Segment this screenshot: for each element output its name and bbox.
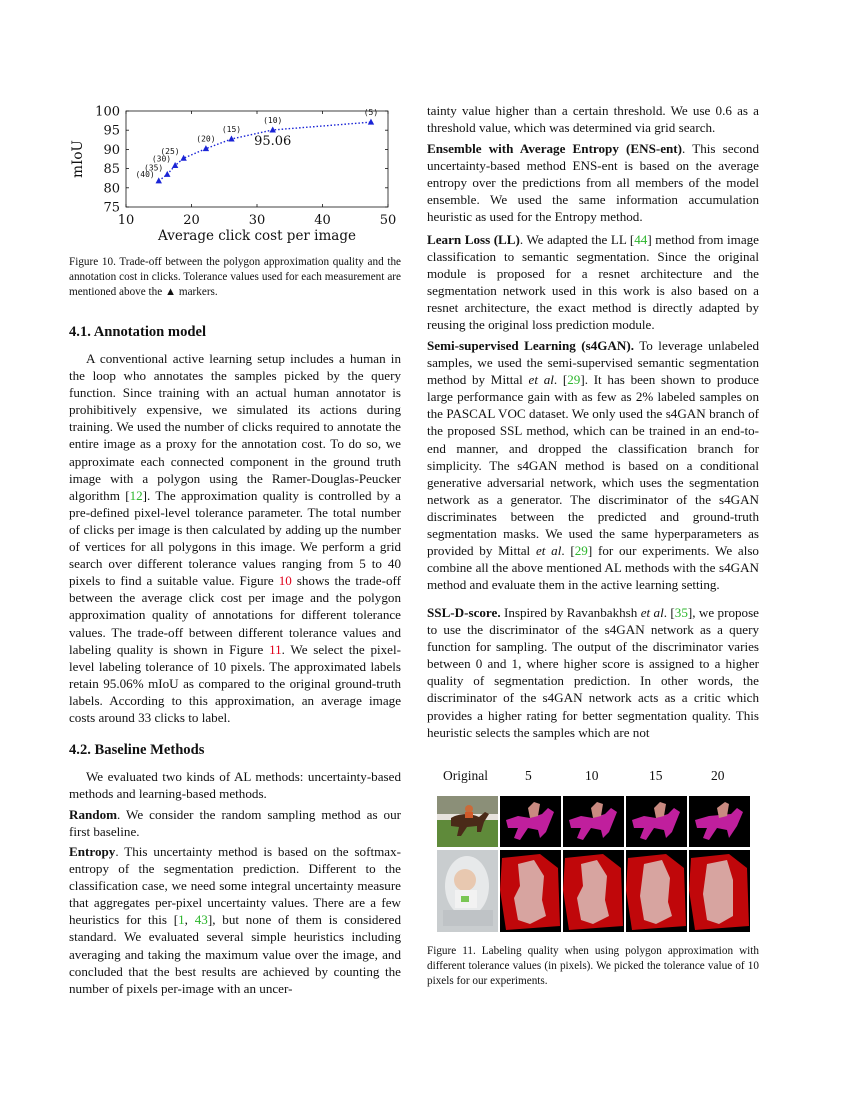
text-span: ], but none of them is considered standard. We evaluated several simple heuristics including averaging and taking the maximum value over the image, and concluded that the best results are achieved by counting the number of pixels per-image with an uncer- <box>69 912 401 996</box>
citation-link[interactable]: 12 <box>129 487 143 503</box>
citation-link[interactable]: 43 <box>194 912 208 928</box>
ens-ent-paragraph <box>427 140 759 225</box>
text-span: . We adapted the LL [ <box>519 232 635 247</box>
horse-photo-graphic <box>437 796 498 847</box>
text-span: shows the trade-off between the average click cost per image and the polygon approximation quality of annotations for different tolerance values. The trade-off between different tolerance values and labeling quality is shown in Figure <box>69 573 401 657</box>
random-paragraph <box>69 806 401 840</box>
figure-ref-link[interactable]: 10 <box>278 573 292 589</box>
y-tick-label: 75 <box>103 200 120 216</box>
citation-link[interactable]: 35 <box>674 605 688 620</box>
tolerance-label: (35) <box>143 163 164 173</box>
text-span: ], we propose to use the discriminator of the s4GAN network as a query function for sampling. The output of the discriminator varies between 0 and 1, where higher score is assigned to a higher quality of segmentation prediction. In other words, the discriminator of the s4GAN network acts as a critic which provides a higher rating for better segmentation quality. This heuristic selects the samples which are not <box>427 605 759 740</box>
baby-mask-graphic <box>626 850 687 932</box>
text-span: . This second uncertainty-based method ENS-ent is based on the average entropy over the predictions from all members of the model ensemble. We used the same information accumulation heuristic as used for the Entropy method. <box>427 141 759 225</box>
ssl-d-score-paragraph <box>427 604 759 741</box>
section-4-1-title: 4.1. Annotation model <box>69 324 207 340</box>
mask-baby-tol-5 <box>500 850 561 932</box>
baseline-intro: We evaluated two kinds of AL methods: uncertainty-based methods and learning-based methods. <box>69 769 401 802</box>
text-span: . We select the pixel-level labeling tolerance of 10 pixels. The approximated labels retain 95.06% mIoU as compared to the original ground-truth labels. According to this approximation, an average image costs around 33 clicks to label. <box>69 641 401 725</box>
data-point-marker <box>156 177 162 183</box>
horse-mask-graphic <box>500 796 561 847</box>
tolerance-label: (15) <box>221 125 242 135</box>
mask-horse-tol-15 <box>626 796 687 847</box>
text-span: ] for our experiments. We also combine all the above mentioned AL methods with the s4GAN method and evaluate them in the active learning setting. <box>427 543 759 593</box>
text-span: et al <box>640 605 664 620</box>
x-tick-label: 30 <box>248 213 266 228</box>
text-span: A conventional active learning setup includes a human in the loop who annotates the samples picked by the query function. Since training with an actual human annotator is prohibitively expensive, we simulated its actions during training. We used the number of clicks required to annotate the entire image as a proxy for the annotation cost. To do so, we approximate each connected component in the ground truth image with a polygon using the Ramer-Douglas-Peucker algorithm [ <box>69 351 401 503</box>
column-header-tol-10: 10 <box>585 768 599 783</box>
tolerance-label: (40) <box>135 169 155 179</box>
baby-mask-graphic <box>563 850 624 932</box>
text-span: . This uncertainty method is based on the softmax-entropy of the segmentation prediction. Different to the classification case, we need some integral uncertainty measure that aggregates per-pixel uncertainty values. There are a few heuristics for this [ <box>69 844 401 928</box>
x-axis-label: Average click cost per image <box>158 228 356 244</box>
text-span: , <box>184 912 195 928</box>
mask-baby-tol-15 <box>626 850 687 932</box>
paragraph-lead: Ensemble with Average Entropy (ENS-ent) <box>427 141 683 156</box>
text-span: et al <box>535 543 562 559</box>
baby-photo-graphic <box>437 850 498 932</box>
section-4-2-title: 4.2. Baseline Methods <box>69 742 205 758</box>
horse-mask-graphic <box>689 796 750 847</box>
text-span: . We consider the random sampling method as our first baseline. <box>69 807 401 840</box>
citation-link[interactable]: 1 <box>178 912 185 928</box>
paragraph-lead: Entropy <box>69 844 116 859</box>
mask-baby-tol-10 <box>563 850 624 932</box>
column-header-tol-15: 15 <box>649 768 663 783</box>
baby-mask-graphic <box>500 850 561 932</box>
figure-11-caption: Figure 11. Labeling quality when using polygon approximation with different tolerance values (in pixels). We picked the tolerance value of 10 pixels for our experiments. <box>427 945 759 987</box>
entropy-continuation: tainty value higher than a certain threshold. We use 0.6 as a threshold value, which was determined via grid search. <box>427 103 759 136</box>
x-tick-label: 40 <box>314 213 331 228</box>
horse-mask-graphic <box>626 796 687 847</box>
text-span: ]. It has been shown to produce large performance gain with as few as 2% labeled samples on the PASCAL VOC dataset. We only used the s4GAN branch of the proposed SSL method, which can be trained in an end-to-end manner, and dropped the classification branch for simplicity. The s4GAN method is based on a conditional generative adversarial network, which uses the segmentation network as a generator. The discriminator of the s4GAN discriminates between the predicted and ground-truth segmentation masks. We used the same hyperparameters as provided by Mittal <box>427 372 759 559</box>
figure-10-svg <box>69 97 401 249</box>
column-header-tol-20: 20 <box>711 768 725 783</box>
text-span: ]. The approximation quality is controlled by a pre-defined pixel-level tolerance parameter. The total number of clicks per image is then calculated by adding up the number of vertices for all polygons in this image. We perform a grid search over different tolerance values ranging from 5 to 40 pixels to find a suitable value. Figure <box>69 487 401 589</box>
section-4-1-paragraph <box>69 350 401 726</box>
original-horse-photo <box>437 796 498 847</box>
original-baby-photo <box>437 850 498 932</box>
citation-link[interactable]: 29 <box>574 543 588 559</box>
y-tick-label: 85 <box>103 162 120 178</box>
paragraph-lead: SSL-D-score. <box>427 605 501 620</box>
data-point-marker <box>368 119 374 125</box>
paragraph-lead: Learn Loss (LL) <box>427 232 520 247</box>
citation-link[interactable]: 29 <box>567 372 581 388</box>
tolerance-label: (5) <box>363 108 379 118</box>
s4gan-paragraph <box>427 337 759 593</box>
paragraph-lead: Semi-supervised Learning (s4GAN). <box>427 338 634 353</box>
baby-mask-graphic <box>689 850 750 932</box>
y-axis-label: mIoU <box>70 140 86 178</box>
y-tick-label: 95 <box>103 123 120 139</box>
citation-link[interactable]: 44 <box>634 232 648 247</box>
text-span: . [ <box>663 605 675 620</box>
text-span: Inspired by Ravanbakhsh <box>500 605 641 620</box>
tolerance-label: (25) <box>160 147 180 157</box>
figure-10-caption: Figure 10. Trade-off between the polygon approximation quality and the annotation cost in clicks. Tolerance values used for each measurement are mentioned above the ▲ markers. <box>69 256 401 298</box>
text-span: et al <box>528 372 554 388</box>
y-tick-label: 90 <box>103 142 120 158</box>
mask-horse-tol-20 <box>689 796 750 847</box>
x-tick-label: 10 <box>117 213 135 228</box>
x-tick-label: 20 <box>183 213 200 228</box>
text-span: ] method from image classification to semantic segmentation. Since the original module is proposed for a resnet architecture and the segmentation network used in this work is also based on a resnet architecture, the exact method is directly adapted by reusing the original loss prediction module. <box>427 232 759 333</box>
series-line <box>159 122 371 181</box>
mask-horse-tol-10 <box>563 796 624 847</box>
horse-mask-graphic <box>563 796 624 847</box>
x-tick-label: 50 <box>379 213 397 228</box>
highlight-value-label: 95.06 <box>254 133 292 149</box>
text-span: . [ <box>561 543 575 559</box>
entropy-paragraph <box>69 843 401 997</box>
paragraph-lead: Random <box>69 807 118 822</box>
text-span: . [ <box>553 372 568 388</box>
figure-10-chart <box>69 97 401 249</box>
y-tick-label: 80 <box>103 181 120 197</box>
tolerance-label: (30) <box>151 154 172 164</box>
learn-loss-paragraph <box>427 231 759 334</box>
mask-baby-tol-20 <box>689 850 750 932</box>
column-header-tol-5: 5 <box>525 768 532 783</box>
figure-ref-link[interactable]: 11 <box>269 641 282 657</box>
mask-horse-tol-5 <box>500 796 561 847</box>
column-header-original: Original <box>443 768 488 783</box>
tolerance-label: (10) <box>263 115 283 125</box>
text-span: To leverage unlabeled samples, we used the semi-supervised semantic segmentation method by Mittal <box>427 338 760 388</box>
y-tick-label: 100 <box>95 104 120 120</box>
tolerance-label: (20) <box>196 134 216 144</box>
